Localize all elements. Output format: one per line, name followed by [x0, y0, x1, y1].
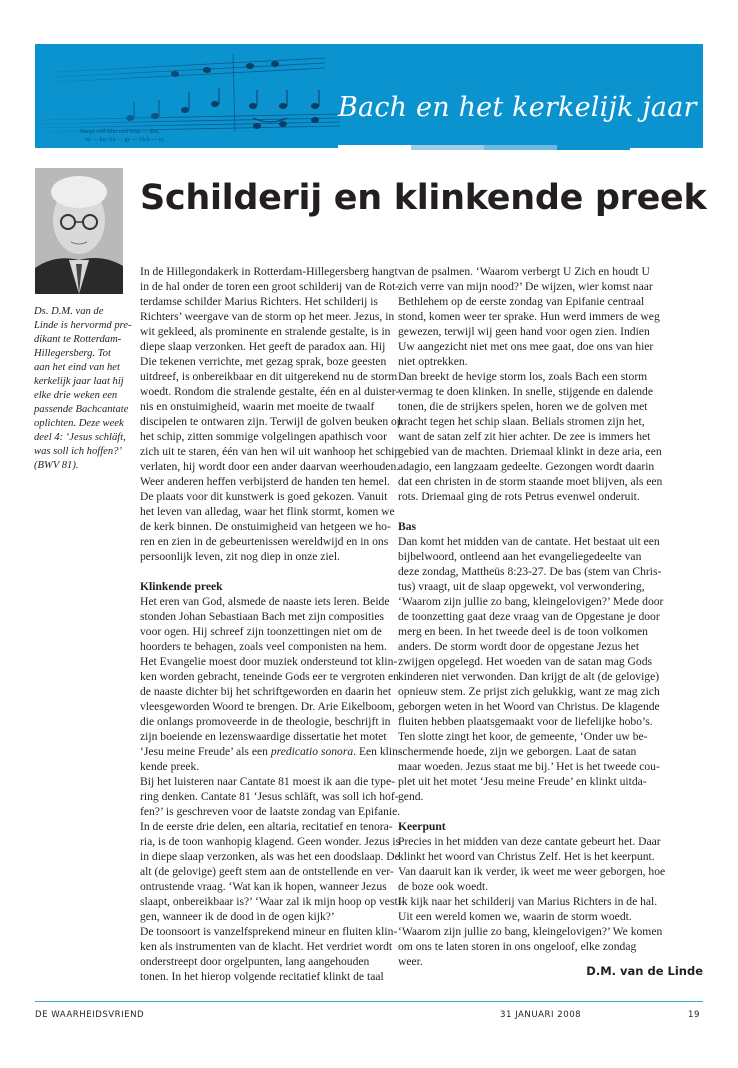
section-banner [35, 44, 703, 148]
text-line: vleesgeworden Woord te brengen. Dr. Arie Eikelboom, [140, 700, 395, 713]
text-line: stond, komen weer ter sprake. Hun werd immers de weg [398, 310, 660, 323]
text-line: Precies in het midden van deze cantate gebeurt het. Daar [398, 835, 661, 848]
text-line: maar woeden. Jezus staat me bij.’ Het is het tweede cou- [398, 760, 660, 773]
text-line: zwijgen opgelegd. Het woeden van de satan mag Gods [398, 655, 653, 668]
text-line: weer. [398, 955, 423, 968]
author-photo [35, 168, 123, 294]
section-title: Bach en het kerkelijk jaar [338, 92, 697, 123]
footer-divider [35, 1001, 703, 1002]
text-line: geborgen weten in het Woord van Christus. De klagende [398, 700, 660, 713]
text-line: schermende hoede, zijn we geborgen. Laat de satan [398, 745, 637, 758]
text-line: dat een christen in de storm staande moet blijven, als een [398, 475, 663, 488]
text-line: woedt. Rondom die stralende gestalte, één en al duister- [140, 385, 400, 398]
text-line: zijn boeiende en lezenswaardige dissertatie het motet [140, 730, 387, 743]
text-line: gewezen, terwijl wij geen hand voor ogen zien. Indien [398, 325, 650, 338]
segment [338, 145, 411, 150]
text-line: gend. [398, 790, 424, 803]
text-line: in diepe slaap verzonken, als was het een doodslaap. De [140, 850, 400, 863]
text-line: Weer anderen heffen verbijsterd de handen ten hemel. [140, 475, 390, 488]
paragraph-spacer [140, 564, 394, 579]
text-line: De toonsoort is vanzelfsprekend mineur en fluiten klin- [140, 925, 398, 938]
text-line: alt (de gelovige) geeft stem aan de ontstellende en ver- [140, 865, 394, 878]
article-title: Schilderij en klinkende preek [140, 178, 707, 218]
text-line: ontrustende vraag. ‘Wat kan ik hopen, wanneer Jezus [140, 880, 387, 893]
text-line: vermag te doen klinken. In snelle, stijgende en dalende [398, 385, 653, 398]
text-line: om ons te laten storen in ons ongeloof, elke zondag [398, 940, 637, 953]
text-line: verlaten, hij wordt door een ander daarvan weerhouden. [140, 460, 400, 473]
caption-line: aan het eind van het [34, 362, 120, 373]
text-line: het schip, zitten sommige volgelingen apathisch voor [140, 430, 387, 443]
text-line: kracht tegen het schip slaan. Belials stromen zijn het, [398, 415, 645, 428]
text-line: ria, is de toon wanhopig klagend. Geen wonder. Jezus is [140, 835, 401, 848]
text-line: klinkt het woord van Christus Zelf. Het is het keerpunt. [398, 850, 655, 863]
text-run: . Een klin- [353, 745, 402, 758]
text-line: zich verre van mijn nood?’ De wijzen, wier komst naar [398, 280, 653, 293]
segment [411, 145, 484, 150]
caption-line: (BWV 81). [34, 460, 79, 471]
author-signature: D.M. van de Linde [586, 964, 703, 978]
text-line: ren en zien in de gebeurtenissen wereldwijd en in ons [140, 535, 389, 548]
caption-line: Linde is hervormd pre- [34, 320, 132, 331]
text-line: van de psalmen. ‘Waarom verbergt U Zich en houdt U [398, 265, 650, 278]
text-line: slaapt, onbereikbaar is?’ ‘Waar zal ik mijn hoop op vesti- [140, 895, 405, 908]
text-line: die onlangs promoveerde in de theologie, beschrijft in [140, 715, 391, 728]
italic-term: predicatio sonora [270, 745, 354, 758]
text-line: Uit een wereld komen we, waarin de storm woedt. [398, 910, 632, 923]
text-line: Van daaruit kan ik verder, ik weet me weer geborgen, hoe [398, 865, 666, 878]
caption-line: Ds. D.M. van de [34, 306, 104, 317]
text-line: Bij het luisteren naar Cantate 81 moest ik aan die type- [140, 775, 395, 788]
banner-color-segments [338, 145, 630, 150]
text-line: Dan breekt de hevige storm los, zoals Bach een storm [398, 370, 648, 383]
text-line: bijbelwoord, ontleend aan het evangeliegedeelte van [398, 550, 642, 563]
text-line: Het Evangelie moest door muziek ondersteund tot klin- [140, 655, 398, 668]
text-line: persoonlijk leven, zit nog diep in onze ziel. [140, 550, 340, 563]
caption-line: dikant te Rotterdam- [34, 334, 122, 345]
text-line: rots. Driemaal ging de rots Petrus evenwel onderuit. [398, 490, 640, 503]
text-line: tus) vraagt, uit de slaap opgewekt, vol verwondering, [398, 580, 645, 593]
score-lyric-line-2: ist — ke; An — ge — Sich — te, [85, 137, 165, 143]
text-line: deze zondag, Mattheüs 8:23-27. De bas (stem van Chris- [398, 565, 662, 578]
text-line [140, 744, 402, 759]
paragraph-spacer [398, 504, 704, 519]
section-heading: Keerpunt [398, 820, 446, 833]
section-heading: Klinkende preek [140, 580, 223, 593]
caption-line: deel 4: ‘Jesus schläft, [34, 432, 126, 443]
text-line: de boze ook woedt. [398, 880, 489, 893]
text-line: uitdreef, is onbereikbaar en dit uitgerekend nu de storm [140, 370, 398, 383]
score-lyric-line-1: Haupt voll Blut und Wun — den, [80, 129, 160, 135]
caption-line: was soll ich hoffen?’ [34, 446, 122, 457]
text-line: anders. De storm wordt door de opgestane Jezus het [398, 640, 640, 653]
text-line: gen, wanneer ik de dood in de ogen kijk?’ [140, 910, 335, 923]
text-line: stonden Johan Sebastiaan Bach met zijn composities [140, 610, 385, 623]
issue-date: 31 JANUARI 2008 [500, 1010, 582, 1020]
caption-line: Hillegersberg. Tot [34, 348, 111, 359]
section-heading: Bas [398, 520, 417, 533]
segment [557, 145, 630, 150]
text-line: Dan komt het midden van de cantate. Het bestaat uit een [398, 535, 660, 548]
page-number: 19 [688, 1010, 700, 1020]
text-line: adagio, een langzaam gedeelte. Gezongen wordt daarin [398, 460, 655, 473]
segment [484, 145, 557, 150]
text-line: hoorders te behagen, zoals veel componisten na hem. [140, 640, 387, 653]
text-line: gebied van de machten. Driemaal klinkt in deze aria, een [398, 445, 662, 458]
caption-line: kerkelijk jaar laat hij [34, 376, 124, 387]
text-line: wit gekleed, als prominente en stralende gestalte, is in [140, 325, 391, 338]
text-line: ken als instrumenten van de klacht. Het verdriet wordt [140, 940, 393, 953]
caption-line: oplichten. Deze week [34, 418, 124, 429]
text-line: niet optrekken. [398, 355, 468, 368]
text-line: ring denken. Cantate 81 ‘Jesus schläft, was soll ich hof- [140, 790, 399, 803]
text-line: voor ogen. Hij schreef zijn toonzettingen niet om de [140, 625, 382, 638]
paragraph-spacer [398, 804, 704, 819]
text-line: Die tekenen verrichte, met gezag sprak, boze geesten [140, 355, 387, 368]
text-line: kende preek. [140, 760, 200, 773]
text-line: Uw aangezicht niet met ons mee gaat, doe ons van hier [398, 340, 654, 353]
text-line: merg en been. In het tweede deel is de toon volkomen [398, 625, 648, 638]
text-line: de naaste dichter bij het schriftgeworden en daarin het [140, 685, 392, 698]
text-line: want de satan zelf zit hier achter. De zee is immers het [398, 430, 651, 443]
text-line: onderstreept door orgelpunten, lang aangehouden [140, 955, 370, 968]
text-line: zich uit te staren, één van hen wil uit wanhoop het schip [140, 445, 401, 458]
caption-line: passende Bachcantate [34, 404, 129, 415]
text-line: terdamse schilder Marius Richters. Het schilderij is [140, 295, 378, 308]
article-column-2 [398, 264, 704, 969]
text-line: De plaats voor dit kunstwerk is goed gekozen. Vanuit [140, 490, 388, 503]
text-line: Ten slotte zingt het koor, de gemeente, ‘Onder uw be- [398, 730, 648, 743]
text-line: het leven van alledag, waar het flink stormt, komen we [140, 505, 395, 518]
caption-line: elke drie weken een [34, 390, 118, 401]
article-column-1 [140, 264, 405, 984]
text-line: plet uit het motet ‘Jesu meine Freude’ en klinkt uitda- [398, 775, 647, 788]
text-line: in de hal onder de toren een groot schilderij van de Rot- [140, 280, 400, 293]
text-line: In de Hillegondakerk in Rotterdam-Hillegersberg hangt [140, 265, 398, 278]
author-caption [34, 305, 134, 473]
text-line: fen?’ is geschreven voor de laatste zondag van Epifanie. [140, 805, 401, 818]
text-line: ‘Waarom zijn jullie zo bang, kleingelovigen?’ We komen [398, 925, 663, 938]
text-line: opnieuw stem. Ze prijst zich gelukkig, want ze mag zich [398, 685, 660, 698]
text-line: tonen. In het hierop volgende recitatief klinkt de taal [140, 970, 384, 983]
text-line: Bethlehem op de eerste zondag van Epifanie centraal [398, 295, 645, 308]
text-line: kinderen niet verwonden. Dan krijgt de alt (de gelovige) [398, 670, 660, 683]
text-line: tonen, die de strijkers spelen, horen we de golven met [398, 400, 648, 413]
text-line: ken worden gebracht, teneinde Gods eer te vergroten en [140, 670, 399, 683]
text-line: de toonzetting gaat deze vraag van de Opgestane je door [398, 610, 660, 623]
text-line: ‘Waarom zijn jullie zo bang, kleingelovigen?’ Mede door [398, 595, 664, 608]
text-line: Richters’ weergave van de storm op het meer. Jezus, in [140, 310, 395, 323]
publication-name: DE WAARHEIDSVRIEND [35, 1010, 145, 1020]
text-line: In de eerste drie delen, een altaria, recitatief en tenora- [140, 820, 393, 833]
text-run: ‘Jesu meine Freude’ als een [140, 745, 271, 758]
text-line: Ik kijk naar het schilderij van Marius Richters in de hal. [398, 895, 658, 908]
text-line: fluiten hebben plaatsgemaakt voor de liefelijke hobo’s. [398, 715, 653, 728]
text-line: Het eren van God, alsmede de naaste iets leren. Beide [140, 595, 390, 608]
text-line: nis en onstuimigheid, waarin met moeite de twaalf [140, 400, 375, 413]
text-line: diepe slaap verzonken. Het geeft de paradox aan. Hij [140, 340, 386, 353]
text-line: discipelen te ontwaren zijn. Terwijl de golven beuken op [140, 415, 403, 428]
text-line: de kerk binnen. De onstuimigheid van hetgeen we ho- [140, 520, 391, 533]
